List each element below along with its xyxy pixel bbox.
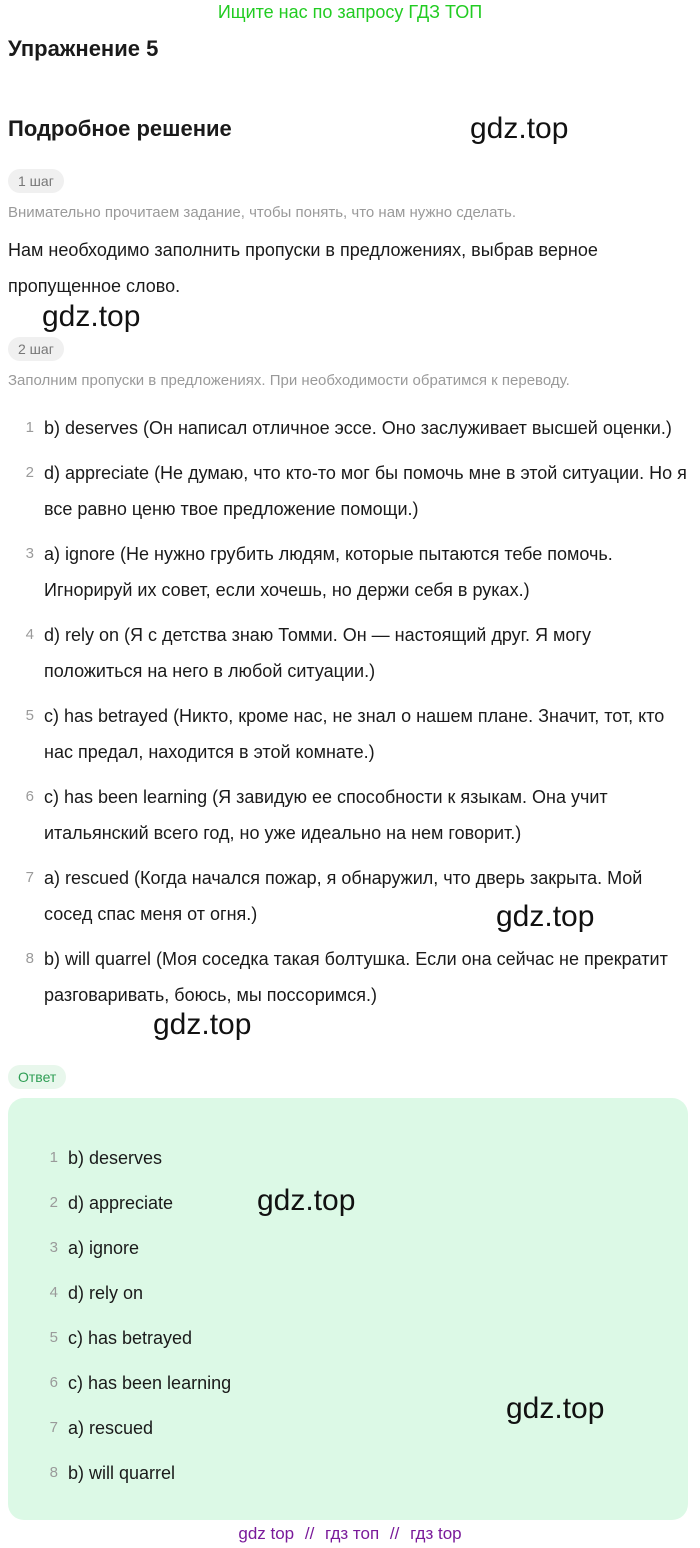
footer-link[interactable]: гдз топ [325,1524,380,1543]
footer-link[interactable]: гдз top [410,1524,462,1543]
page-title: Упражнение 5 [8,36,159,61]
answer-item-number: 5 [49,1329,58,1346]
answer-item-text: d) appreciate [68,1193,174,1213]
list-item-text: d) rely on (Я с детства знаю Томми. Он — настоящий друг. Я могу положиться на него в любой ситуации.) [44,625,591,681]
section-title: Подробное решение [8,116,232,141]
answer-item-number: 1 [49,1149,58,1166]
answer-badge: Ответ [8,1065,66,1089]
answer-item-number: 4 [49,1284,58,1301]
answer-item-text: b) deserves [68,1148,163,1168]
list-item-number: 3 [25,545,34,562]
answer-box [8,1098,688,1520]
watermark: gdz.top [42,300,141,333]
list-item-text: a) ignore (Не нужно грубить людям, которые пытаются тебе помочь. Игнорируй их совет, если хочешь, но держи себя в руках.) [44,544,613,600]
list-item-text: b) will quarrel (Моя соседка такая болтушка. Если она сейчас не прекратит разговаривать, боюсь, мы поссоримся.) [44,949,668,1005]
footer-link[interactable]: gdz top [238,1524,295,1543]
list-item-text: d) appreciate (Не думаю, что кто-то мог бы помочь мне в этой ситуации. Но я все равно ценю твое предложение помощи.) [44,463,687,519]
answer-item-number: 7 [49,1419,58,1436]
list-item-number: 2 [25,464,34,481]
list-item-text: c) has been learning (Я завидую ее способности к языкам. Она учит итальянский всего год, но уже идеально на нем говорит.) [44,787,608,843]
list-item-number: 5 [25,707,34,724]
list-item-number: 4 [25,626,34,643]
step-text: Нам необходимо заполнить пропуски в предложениях, выбрав верное пропущенное слово. [8,240,598,296]
answer-item-text: d) rely on [68,1283,144,1303]
watermark: gdz.top [506,1392,605,1425]
watermark: gdz.top [470,112,569,145]
watermark: gdz.top [257,1184,356,1217]
list-item-number: 7 [25,869,34,886]
watermark: gdz.top [496,900,595,933]
list-item-text: a) rescued (Когда начался пожар, я обнаружил, что дверь закрыта. Мой сосед спас меня от огня.) [44,868,643,924]
step-hint: Внимательно прочитаем задание, чтобы понять, что нам нужно сделать. [8,204,517,221]
answer-item-text: c) has been learning [68,1373,232,1393]
list-item-number: 1 [25,419,34,436]
footer-separator: // [304,1524,315,1543]
footer-separator: // [389,1524,400,1543]
top-banner: Ищите нас по запросу ГДЗ ТОП [217,2,483,22]
answer-item-number: 8 [49,1464,58,1481]
answer-item-text: a) rescued [68,1418,154,1438]
answer-item-number: 6 [49,1374,58,1391]
answer-item-text: a) ignore [68,1238,140,1258]
list-item-text: c) has betrayed (Никто, кроме нас, не знал о нашем плане. Значит, тот, кто нас предал, находится в этой комнате.) [44,706,665,762]
answer-item-text: b) will quarrel [68,1463,176,1483]
answer-item-text: c) has betrayed [68,1328,193,1348]
list-item-text: b) deserves (Он написал отличное эссе. Оно заслуживает высшей оценки.) [44,418,672,438]
step-badge: 2 шаг [8,337,64,361]
footer [0,1522,700,1546]
watermark: gdz.top [153,1008,252,1041]
step-hint: Заполним пропуски в предложениях. При необходимости обратимся к переводу. [8,372,570,389]
step-badge: 1 шаг [8,169,64,193]
answer-item-number: 3 [49,1239,58,1256]
list-item-number: 8 [25,950,34,967]
list-item-number: 6 [25,788,34,805]
answer-item-number: 2 [49,1194,58,1211]
